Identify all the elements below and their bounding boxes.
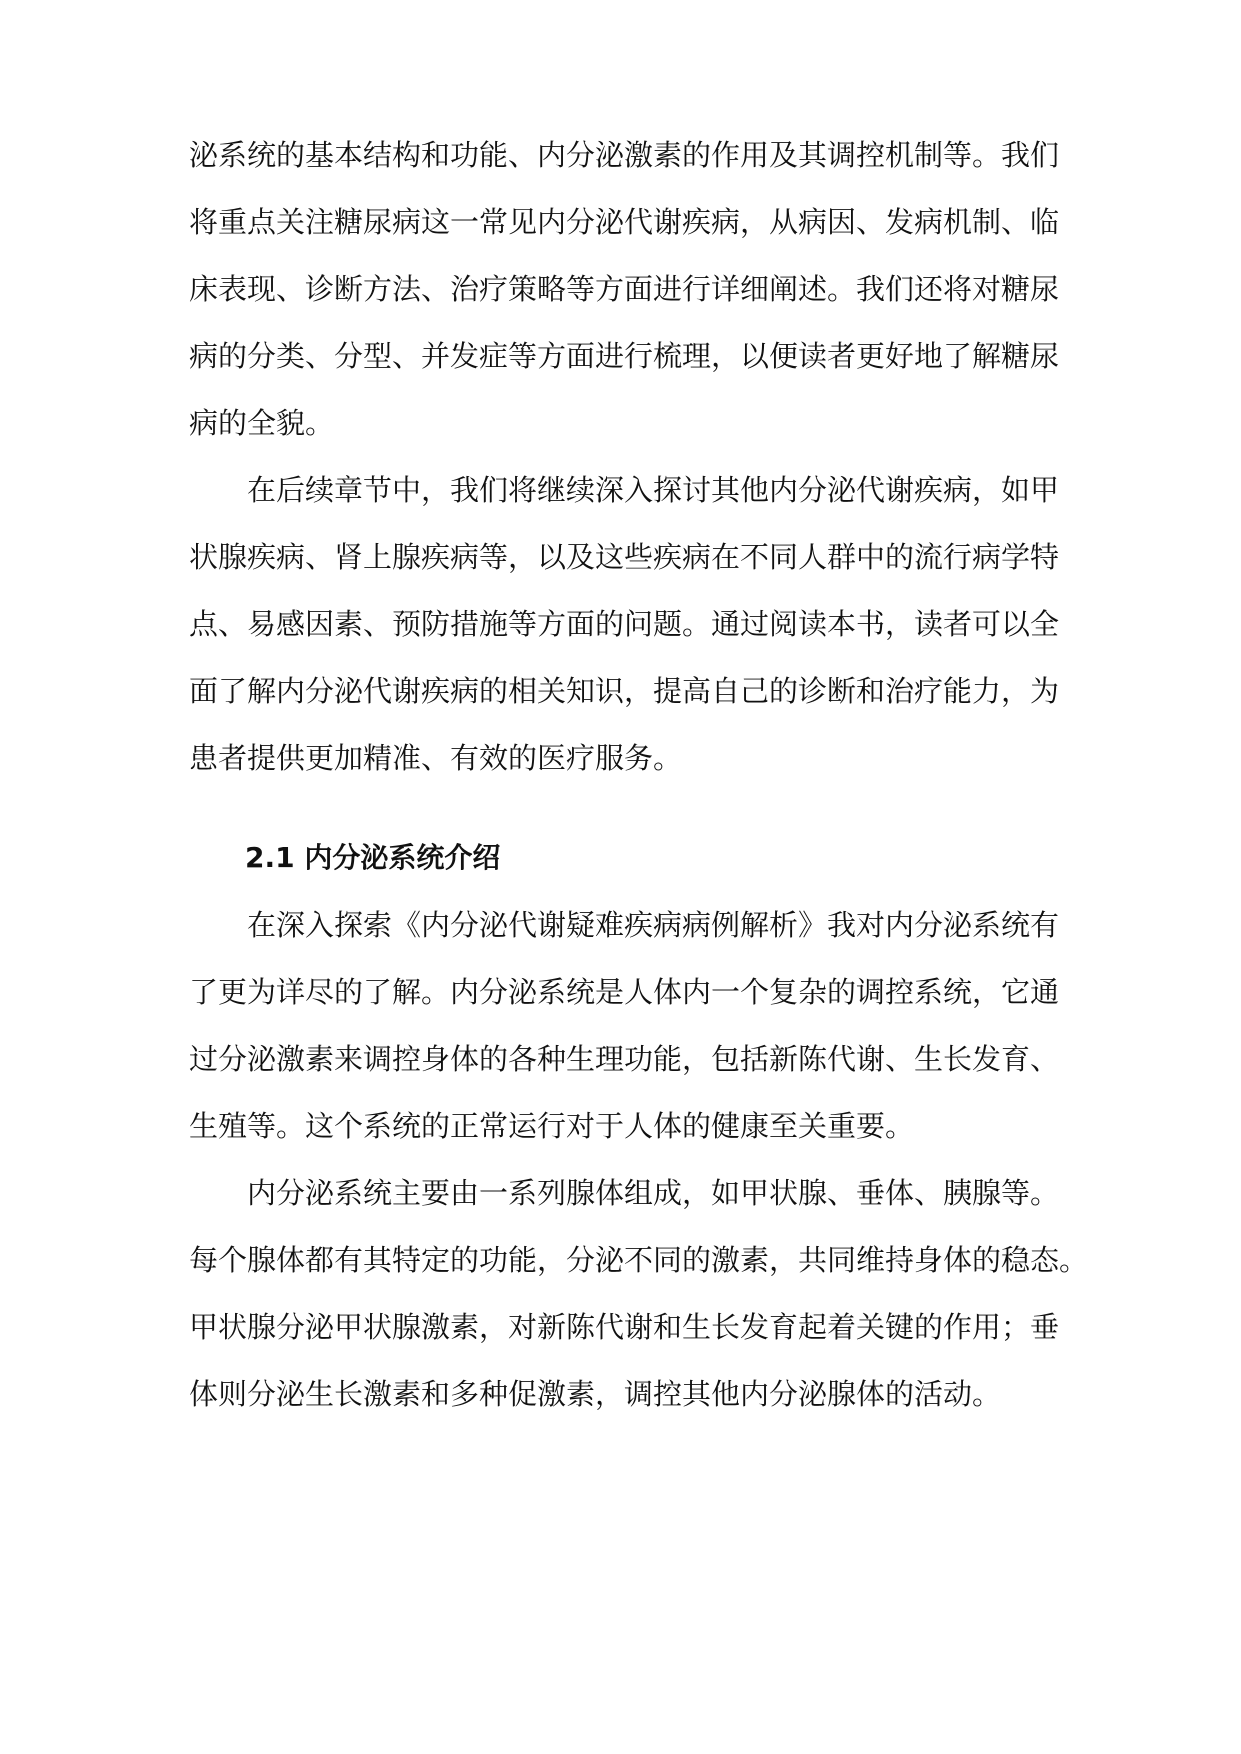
paragraph-2-line-3: 点、易感因素、预防措施等方面的问题。通过阅读本书，读者可以全 bbox=[189, 607, 1060, 641]
paragraph-1-line-1: 泌系统的基本结构和功能、内分泌激素的作用及其调控机制等。我们 bbox=[189, 138, 1060, 172]
paragraph-2-line-5: 患者提供更加精准、有效的医疗服务。 bbox=[189, 741, 683, 775]
paragraph-2-line-1: 在后续章节中，我们将继续深入探讨其他内分泌代谢疾病，如甲 bbox=[247, 473, 1060, 507]
paragraph-2-line-4: 面了解内分泌代谢疾病的相关知识，提高自己的诊断和治疗能力，为 bbox=[189, 674, 1060, 708]
paragraph-1-line-5: 病的全貌。 bbox=[189, 406, 335, 440]
paragraph-3-line-1: 在深入探索《内分泌代谢疑难疾病病例解析》我对内分泌系统有 bbox=[247, 908, 1060, 942]
paragraph-1-line-2: 将重点关注糖尿病这一常见内分泌代谢疾病，从病因、发病机制、临 bbox=[189, 205, 1060, 239]
section-heading: 2.1 内分泌系统介绍 bbox=[245, 841, 501, 874]
paragraph-4-line-4: 体则分泌生长激素和多种促激素，调控其他内分泌腺体的活动。 bbox=[189, 1377, 1002, 1411]
paragraph-4-line-2: 每个腺体都有其特定的功能，分泌不同的激素，共同维持身体的稳态。 bbox=[189, 1243, 1089, 1277]
paragraph-1-line-3: 床表现、诊断方法、治疗策略等方面进行详细阐述。我们还将对糖尿 bbox=[189, 272, 1060, 306]
paragraph-1-line-4: 病的分类、分型、并发症等方面进行梳理，以便读者更好地了解糖尿 bbox=[189, 339, 1060, 373]
paragraph-4-line-3: 甲状腺分泌甲状腺激素，对新陈代谢和生长发育起着关键的作用；垂 bbox=[189, 1310, 1060, 1344]
paragraph-4-line-1: 内分泌系统主要由一系列腺体组成，如甲状腺、垂体、胰腺等。 bbox=[247, 1176, 1060, 1210]
paragraph-3-line-4: 生殖等。这个系统的正常运行对于人体的健康至关重要。 bbox=[189, 1109, 915, 1143]
paragraph-2-line-2: 状腺疾病、肾上腺疾病等，以及这些疾病在不同人群中的流行病学特 bbox=[189, 540, 1060, 574]
paragraph-3-line-2: 了更为详尽的了解。内分泌系统是人体内一个复杂的调控系统，它通 bbox=[189, 975, 1060, 1009]
paragraph-3-line-3: 过分泌激素来调控身体的各种生理功能，包括新陈代谢、生长发育、 bbox=[189, 1042, 1060, 1076]
